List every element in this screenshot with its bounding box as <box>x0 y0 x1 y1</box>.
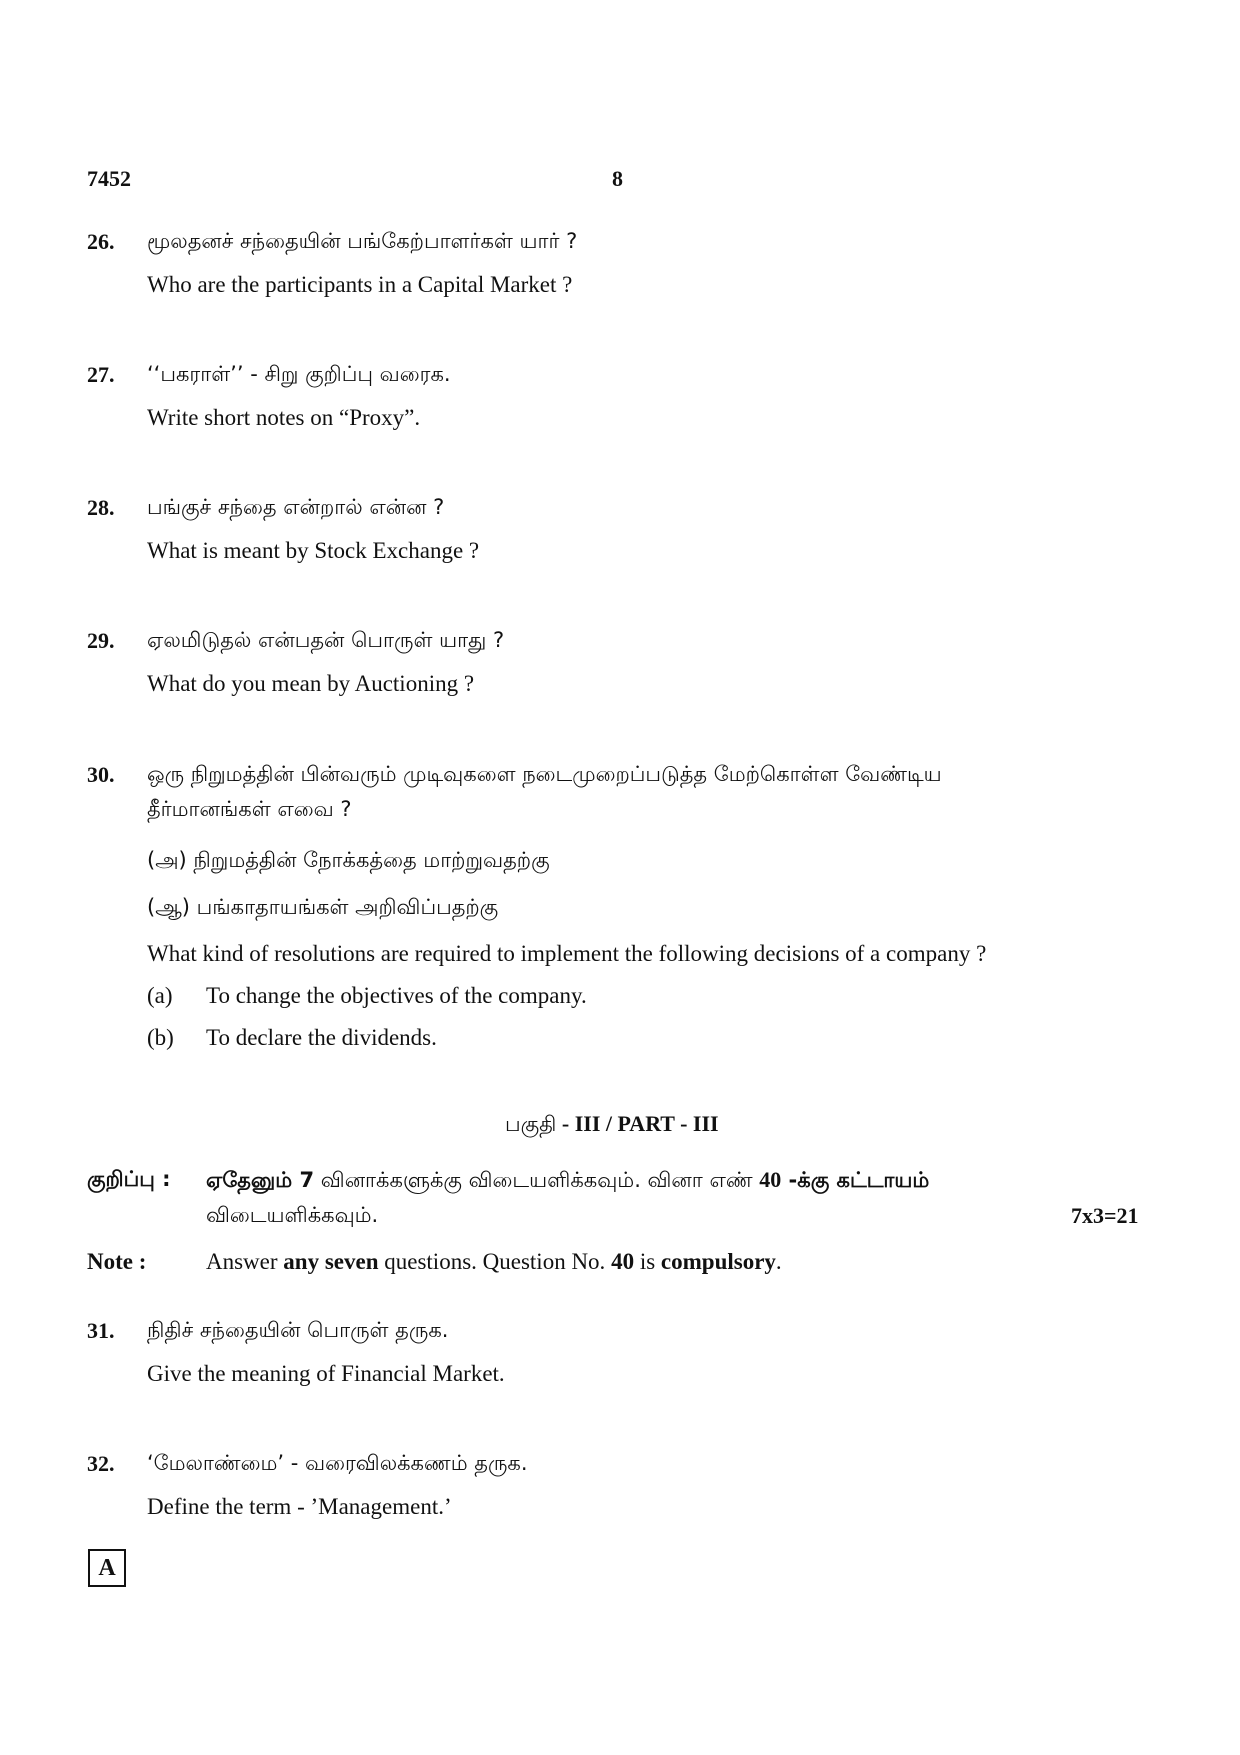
sub-question-english-b: To declare the dividends. <box>206 1025 437 1050</box>
question-english: Who are the participants in a Capital Market ? <box>147 272 573 297</box>
sub-question-english-a: To change the objectives of the company. <box>206 983 587 1008</box>
question-tamil: நிதிச் சந்தையின் பொருள் தருக. <box>147 1318 449 1342</box>
question-english: Define the term - ’Management.’ <box>147 1494 452 1519</box>
part-heading-tamil: பகுதி <box>505 1112 557 1136</box>
note-tamil-line2: விடையளிக்கவும். <box>206 1203 379 1227</box>
note-emphasis: compulsory <box>660 1249 776 1274</box>
question-number: 29. <box>87 628 115 653</box>
page-number: 8 <box>612 166 623 191</box>
note-label: Note : <box>87 1249 147 1274</box>
note-text: is <box>634 1249 661 1274</box>
version-box: A <box>88 1549 126 1587</box>
marks: 7x3=21 <box>1071 1203 1139 1228</box>
sub-question-tamil-b: (ஆ) பங்காதாயங்கள் அறிவிப்பதற்கு <box>147 895 499 919</box>
note-tamil <box>206 1167 929 1195</box>
note-text: . <box>775 1249 782 1274</box>
note-label-tamil: குறிப்பு : <box>87 1167 171 1191</box>
question-english: What do you mean by Auctioning ? <box>147 671 475 696</box>
paper-code: 7452 <box>87 166 131 191</box>
question-number: 26. <box>87 229 115 254</box>
question-number: 27. <box>87 362 115 387</box>
note-tamil-part4: -க்கு கட்டாயம் <box>781 1168 930 1192</box>
question-tamil-line1: ஒரு நிறுமத்தின் பின்வரும் முடிவுகளை நடைமுறைப்படுத்த மேற்கொள்ள வேண்டிய <box>147 762 942 786</box>
note-text: Answer <box>206 1249 284 1274</box>
question-number: 30. <box>87 762 115 787</box>
question-number: 31. <box>87 1318 115 1343</box>
question-english: What kind of resolutions are required to implement the following decisions of a company ? <box>147 941 987 966</box>
question-english: Write short notes on “Proxy”. <box>147 405 421 430</box>
question-number: 32. <box>87 1451 115 1476</box>
question-english: Give the meaning of Financial Market. <box>147 1361 505 1386</box>
question-tamil: ஏலமிடுதல் என்பதன் பொருள் யாது ? <box>147 628 505 652</box>
note-tamil-part1: ஏதேனும் 7 <box>206 1168 315 1192</box>
question-tamil: பங்குச் சந்தை என்றால் என்ன ? <box>147 495 445 519</box>
note-tamil-part2: வினாக்களுக்கு விடையளிக்கவும். வினா எண் <box>314 1168 760 1192</box>
part-heading-english: - III / PART - III <box>556 1111 719 1136</box>
question-tamil-line2: தீர்மானங்கள் எவை ? <box>147 797 352 821</box>
sub-label-a: (a) <box>147 983 173 1008</box>
sub-question-tamil-a: (அ) நிறுமத்தின் நோக்கத்தை மாற்றுவதற்கு <box>147 848 550 872</box>
question-number: 28. <box>87 495 115 520</box>
question-tamil: ‘மேலாண்மை’ - வரைவிலக்கணம் தருக. <box>147 1451 528 1475</box>
question-tamil: ‘‘பகராள்’’ - சிறு குறிப்பு வரைக. <box>147 362 451 386</box>
question-tamil: மூலதனச் சந்தையின் பங்கேற்பாளர்கள் யார் ? <box>147 229 578 253</box>
part-heading <box>505 1111 719 1139</box>
note-text: questions. Question No. <box>378 1249 612 1274</box>
note-emphasis: any seven <box>283 1249 379 1274</box>
question-english: What is meant by Stock Exchange ? <box>147 538 480 563</box>
note-english <box>206 1249 782 1275</box>
note-tamil-number: 40 <box>759 1167 782 1192</box>
sub-label-b: (b) <box>147 1025 174 1050</box>
note-emphasis: 40 <box>611 1249 635 1274</box>
